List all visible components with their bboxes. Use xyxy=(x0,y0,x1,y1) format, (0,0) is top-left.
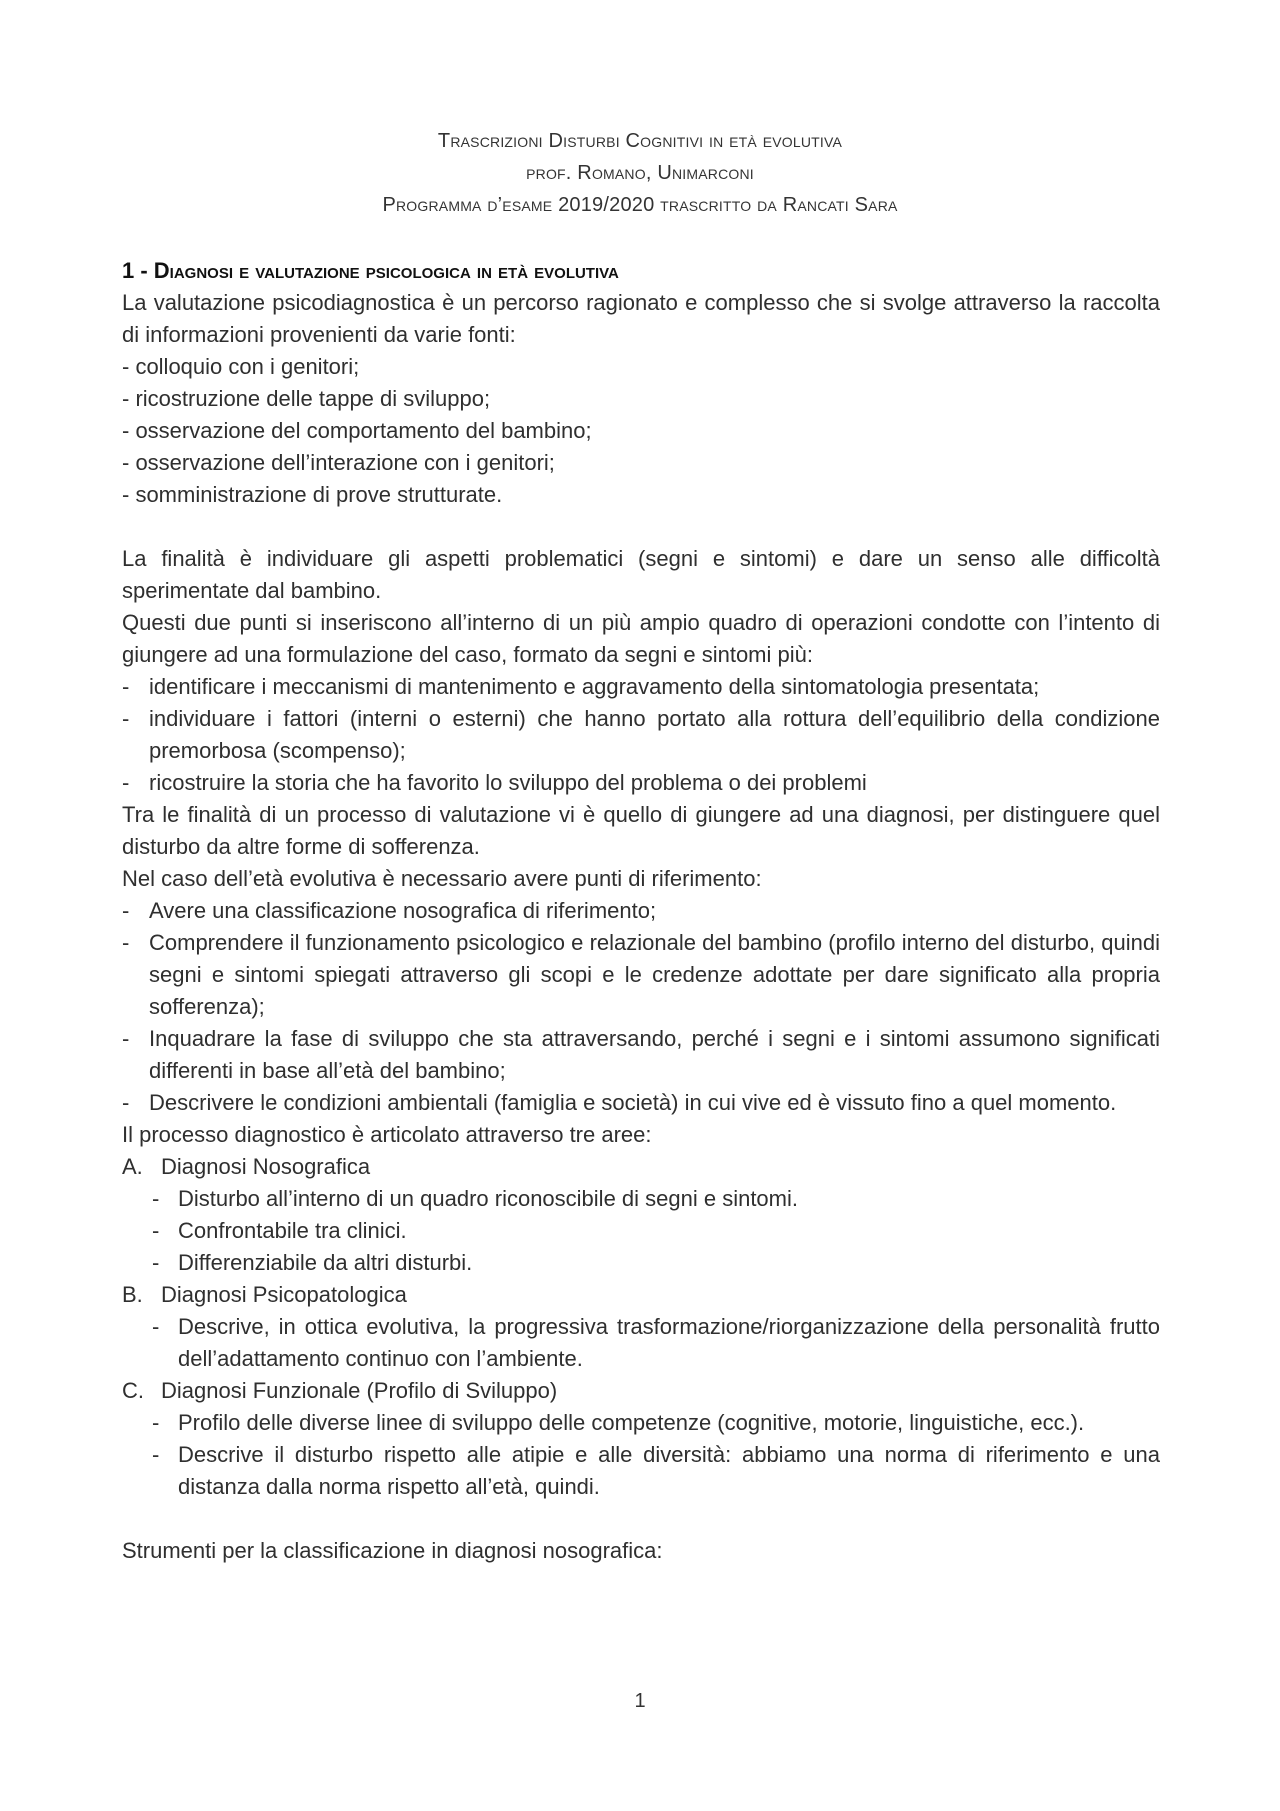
list-item: - Descrive, in ottica evolutiva, la progressiva trasformazione/riorganizzazione della personalità frutto dell’adattamento continuo con l’ambiente. xyxy=(150,1311,1160,1375)
area-b-items xyxy=(122,1311,1160,1375)
diagnosi-paragraph: Tra le finalità di un processo di valutazione vi è quello di giungere ad una diagnosi, per distinguere quel disturbo da altre forme di sofferenza. xyxy=(122,802,1160,859)
spacer xyxy=(122,511,1160,543)
list-item: - Profilo delle diverse linee di sviluppo delle competenze (cognitive, motorie, linguistiche, ecc.). xyxy=(150,1407,1160,1439)
area-a xyxy=(122,1151,1160,1183)
header-program: Programma d’esame 2019/2020 trascritto da Rancati Sara xyxy=(382,194,898,216)
page-number: 1 xyxy=(634,1690,646,1712)
list-item: - ricostruire la storia che ha favorito lo sviluppo del problema o dei problemi xyxy=(122,767,1160,799)
area-b xyxy=(122,1279,1160,1311)
area-title: Diagnosi Psicopatologica xyxy=(161,1282,407,1307)
references-list xyxy=(122,895,1160,1119)
document-body xyxy=(122,255,1160,1567)
area-c xyxy=(122,1375,1160,1407)
strumenti-paragraph: Strumenti per la classificazione in diagnosi nosografica: xyxy=(122,1538,663,1563)
intro-paragraph: La valutazione psicodiagnostica è un percorso ragionato e complesso che si svolge attraverso la raccolta di informazioni provenienti da varie fonti: xyxy=(122,290,1160,347)
list-item: - Disturbo all’interno di un quadro riconoscibile di segni e sintomi. xyxy=(150,1183,1160,1215)
list-item: - Inquadrare la fase di sviluppo che sta attraversando, perché i segni e i sintomi assumono significati differenti in base all’età del bambino; xyxy=(122,1023,1160,1087)
list-item: - Comprendere il funzionamento psicologico e relazionale del bambino (profilo interno del disturbo, quindi segni e sintomi spiegati attraverso gli scopi e le credenze adottate per dare significato alla propria sofferenza); xyxy=(122,927,1160,1023)
document-header xyxy=(0,125,1280,221)
list-item: - Differenziabile da altri disturbi. xyxy=(150,1247,1160,1279)
list-item: - ricostruzione delle tappe di sviluppo; xyxy=(122,386,491,411)
area-marker: B. xyxy=(122,1282,143,1307)
list-item: - colloquio con i genitori; xyxy=(122,354,360,379)
list-item: - identificare i meccanismi di mantenimento e aggravamento della sintomatologia presentata; xyxy=(122,671,1160,703)
riferimento-paragraph: Nel caso dell’età evolutiva è necessario avere punti di riferimento: xyxy=(122,866,762,891)
spacer xyxy=(122,1503,1160,1535)
list-item: - Descrivere le condizioni ambientali (famiglia e società) in cui vive ed è vissuto fino a quel momento. xyxy=(122,1087,1160,1119)
area-a-items xyxy=(122,1183,1160,1279)
area-title: Diagnosi Funzionale (Profilo di Sviluppo) xyxy=(161,1378,558,1403)
area-marker: C. xyxy=(122,1378,144,1403)
list-item: - Avere una classificazione nosografica di riferimento; xyxy=(122,895,1160,927)
list-item: - osservazione dell’interazione con i genitori; xyxy=(122,450,555,475)
area-marker: A. xyxy=(122,1154,143,1179)
sources-list xyxy=(122,351,1160,511)
area-title: Diagnosi Nosografica xyxy=(161,1154,371,1179)
list-item: - osservazione del comportamento del bambino; xyxy=(122,418,592,443)
header-title: Trascrizioni Disturbi Cognitivi in età evolutiva xyxy=(437,130,843,152)
aree-paragraph: Il processo diagnostico è articolato attraverso tre aree: xyxy=(122,1122,652,1147)
list-item: - Confrontabile tra clinici. xyxy=(150,1215,1160,1247)
finalita-paragraph: La finalità è individuare gli aspetti problematici (segni e sintomi) e dare un senso alle difficoltà sperimentate dal bambino. xyxy=(122,546,1160,603)
header-professor: prof. Romano, Unimarconi xyxy=(526,162,754,184)
section-title: 1 - Diagnosi e valutazione psicologica in età evolutiva xyxy=(122,258,619,283)
list-item: - Descrive il disturbo rispetto alle atipie e alle diversità: abbiamo una norma di riferimento e una distanza dalla norma rispetto all’età, quindi. xyxy=(150,1439,1160,1503)
area-c-items xyxy=(122,1407,1160,1503)
list-item: - individuare i fattori (interni o esterni) che hanno portato alla rottura dell’equilibrio della condizione premorbosa (scompenso); xyxy=(122,703,1160,767)
operations-list xyxy=(122,671,1160,799)
list-item: - somministrazione di prove strutturate. xyxy=(122,482,503,507)
punti-paragraph: Questi due punti si inseriscono all’interno di un più ampio quadro di operazioni condotte con l’intento di giungere ad una formulazione del caso, formato da segni e sintomi più: xyxy=(122,610,1160,667)
